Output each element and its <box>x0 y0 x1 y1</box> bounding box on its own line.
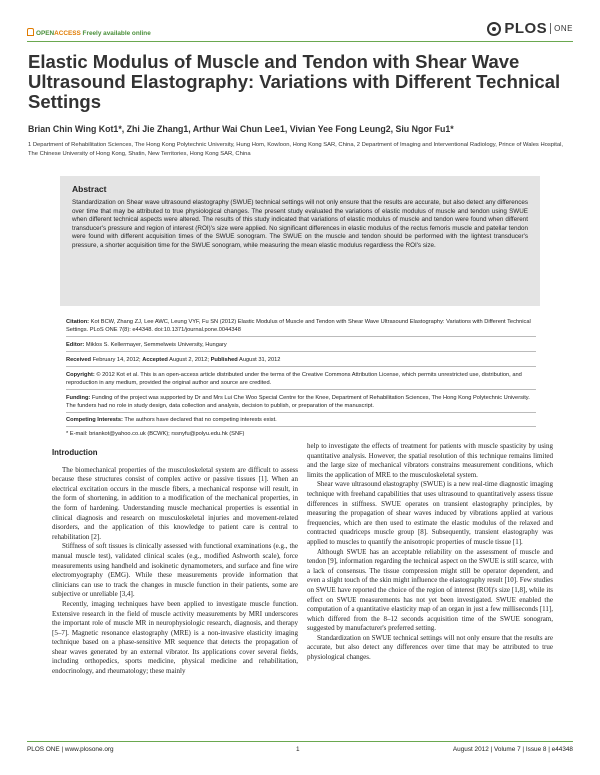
body-column-right <box>307 442 553 663</box>
editor-block <box>66 341 536 349</box>
meta-divider <box>66 351 536 352</box>
open-access-suffix: Freely available online <box>82 30 151 37</box>
meta-divider <box>66 366 536 367</box>
funding-label: Funding: <box>66 395 91 401</box>
footer-journal-link[interactable]: PLOS ONE | www.plosone.org <box>27 746 114 753</box>
copyright-label: Copyright: <box>66 372 95 378</box>
meta-divider <box>66 389 536 390</box>
received-date: February 14, 2012; <box>92 357 141 363</box>
header-rule <box>27 41 573 42</box>
competing-text: The authors have declared that no competing interests exist. <box>124 417 277 423</box>
funding-text: Funding of the project was supported by Dr and Mrs Lui Che Woo Special Centre for the Knee, Department of Rehabilitation Sciences, The Hong Kong Polytechnic University. The funders had no role in study design, data collection and analysis, decision to publish, or preparation of the manuscript. <box>66 395 530 409</box>
editor-text: Miklos S. Kellermayer, Semmelweis University, Hungary <box>85 342 227 348</box>
page-number: 1 <box>296 746 300 753</box>
footer-rule <box>27 741 573 742</box>
open-access-banner <box>27 28 151 37</box>
dates-block <box>66 356 536 364</box>
competing-label: Competing Interests: <box>66 417 123 423</box>
email-block <box>66 430 536 438</box>
body-column-left <box>52 448 298 677</box>
footer-issue-info: August 2012 | Volume 7 | Issue 8 | e44348 <box>452 746 573 753</box>
body-paragraph: help to investigate the effects of treatment for patients with muscle spasticity by using quantitative analysis. However, the spatial resolution of this technique remains limited and the large size of mechanical vibrators constrains measurement conditions, which limits the application of MRE to the musculoskeletal system. <box>307 442 553 479</box>
received-label: Received <box>66 357 91 363</box>
funding-block <box>66 394 536 410</box>
body-paragraph: Stiffness of soft tissues is clinically assessed with functional examinations (e.g., the manual muscle test), validated clinical scales (e.g., modified Ashworth scale), force measurements using handheld and isokinetic dynamometers, and surface and fine wire electromyography (EMG). While these measurements provide information that clinicians can use to track the changes in muscle function in their patients, some are subjective or unreliable [3,4]. <box>52 542 298 599</box>
section-heading-introduction: Introduction <box>52 448 98 457</box>
body-paragraph: Although SWUE has an acceptable reliability on the assessment of muscle and tendon [9], information regarding the technical aspect on the SWUE is still scarce, with a lack of consensus. The tissue compression might still be operator dependent, and even a slight touch of the skin might influence the elastography result [10]. Few studies on SWUE have reported the choice of the region of interest (ROI)'s size [1,8], while its effect on SWUE measurements has not yet been investigated. SWUE enabled the computation of a quantitative elasticity map of an organ in just a few milliseconds [11], which differed from the 8–12 seconds acquisition time of the SWUE sonogram, suggested by manufacturer's preferred setting. <box>307 547 553 633</box>
published-date: August 31, 2012 <box>239 357 281 363</box>
abstract-text: Standardization on Shear wave ultrasound elastography (SWUE) technical settings will not only ensure that the results are accurate, but also detect any differences over time that may be attributed to true physiological changes. The present study evaluated the variations of elastic modulus of muscle and tendon using SWUE when different technical aspects were altered. The results of this study indicated that variations of elastic modulus of muscle and tendon were found when different transducer's pressure and region of interest (ROI)'s size were applied. No significant differences in elastic modulus of the rectus femoris muscle and patellar tendon were found with different acquisition times of the SWUE sonogram. The SWUE on the muscle and tendon should be performed with the lightest transducer's pressure, a shorter acquisition time for the SWUE sonogram, while measuring the mean elastic modulus regardless the ROI's size. <box>72 199 528 249</box>
abstract-heading: Abstract <box>72 184 107 194</box>
published-label: Published <box>210 357 238 363</box>
meta-divider <box>66 426 536 427</box>
author-list: Brian Chin Wing Kot1*, Zhi Jie Zhang1, Arthur Wai Chun Lee1, Vivian Yee Fong Leung2, Siu Ngor Fu1* <box>28 124 454 134</box>
body-paragraph: The biomechanical properties of the musculoskeletal system are difficult to assess because these structures consist of complex active or passive tissues [1]. When an electrical excitation occurs in the muscle fibers, a mechanical response will result, in the form of shortening, in addition to a modification of the mechanical properties, in the form of hardening. Understanding muscle mechanical properties is essential in clinical diagnosis and research on musculoskeletal injuries and movement-related disorders, and the application of this knowledge to patient care is central to rehabilitation [2]. <box>52 465 298 541</box>
meta-divider <box>66 336 536 337</box>
open-access-word: ACCESS <box>54 30 81 37</box>
citation-block <box>66 318 536 334</box>
copyright-block <box>66 371 536 387</box>
body-paragraph: Standardization on SWUE technical settings will not only ensure that the results are accurate, but also detect any differences over time that may be attributed to true physiological changes. <box>307 633 553 662</box>
editor-label: Editor: <box>66 342 85 348</box>
journal-logo-sub: ONE <box>554 24 573 33</box>
open-access-lock-icon <box>27 28 34 36</box>
journal-logo <box>487 20 573 37</box>
affiliations: 1 Department of Rehabilitation Sciences, The Hong Kong Polytechnic University, Hung Hom, Kowloon, Hong Kong SAR, China, 2 Department of Imaging and Interventional Radiology, Prince of Wales Hospital, The Chinese University of Hong Kong, Shatin, New Territories, Hong Kong SAR, China <box>28 142 563 157</box>
competing-block <box>66 416 536 424</box>
body-paragraph: Recently, imaging techniques have been applied to investigate muscle function. Extensive research in the field of muscle activity measurements by MRI underscores the important role of muscle MR in neurophysiologic research, diagnosis, and therapy [5–7]. Magnetic resonance elastography (MRE) is a non-invasive elasticity imaging technique based on a phase-sensitive MR sequence that detects the propagation of shear waves generated by an external vibrator. Its applications cover several fields, including orthopedics, sports medicine, physical medicine and rehabilitation, endocrinology, and rheumatology; these mainly <box>52 599 298 676</box>
meta-divider <box>66 412 536 413</box>
accepted-date: August 2, 2012; <box>169 357 209 363</box>
open-access-prefix: OPEN <box>36 30 55 37</box>
abstract-box <box>60 176 540 306</box>
logo-divider <box>550 23 551 34</box>
plos-logo-icon <box>487 22 501 36</box>
accepted-label: Accepted <box>142 357 168 363</box>
citation-text: Kot BCW, Zhang ZJ, Lee AWC, Leung VYF, Fu SN (2012) Elastic Modulus of Muscle and Tendon with Shear Wave Ultrasound Elastography: Variations with Different Technical Settings. PLoS ONE 7(8): e44348. doi:10.1371/journal.pone.0044348 <box>66 319 531 333</box>
body-paragraph: Shear wave ultrasound elastography (SWUE) is a new real-time diagnostic imaging technique with freehand capabilities that uses ultrasound to quantitatively assess tissue differences in stiffness. SWUE operates on transient elastography principles, by measuring the propagation of shear waves induced by vibrations applied at various frequencies, which are then used to estimate the elastic modulus of the relaxed and contracted quadriceps muscle group [8]. Subsequently, transient elastography was applied to muscles to quantify the anisotropic properties of muscle tissue [1]. <box>307 480 553 546</box>
article-title: Elastic Modulus of Muscle and Tendon with Shear Wave Ultrasound Elastography: Variations with Different Technical Settings <box>28 51 561 112</box>
copyright-text: © 2012 Kot et al. This is an open-access article distributed under the terms of the Creative Commons Attribution License, which permits unrestricted use, distribution, and reproduction in any medium, provided the original author and source are credited. <box>66 372 522 386</box>
correspondence-email-link[interactable]: * E-mail: briankot@yahoo.co.uk (BCWK); rssnyfu@polyu.edu.hk (SNF) <box>66 431 245 437</box>
citation-label: Citation: <box>66 319 90 325</box>
journal-logo-text: PLOS <box>504 20 548 37</box>
